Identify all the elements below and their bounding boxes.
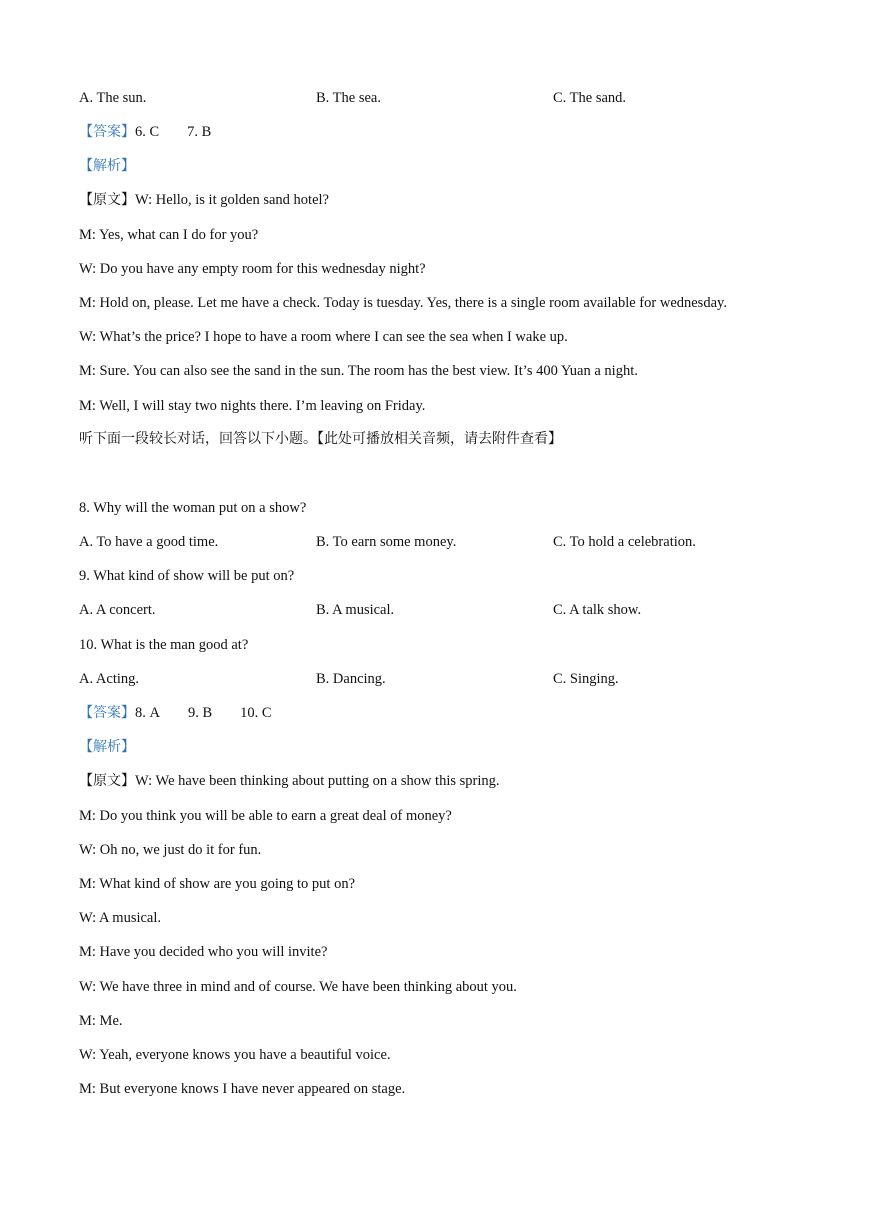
transcript-text: W: We have been thinking about putting on a show this spring.: [135, 773, 500, 789]
transcript-line: M: Well, I will stay two nights there. I’m leaving on Friday.: [79, 398, 426, 414]
option-a: A. To have a good time.: [79, 534, 219, 550]
transcript-line: M: Hold on, please. Let me have a check. Today is tuesday. Yes, there is a single room available for wednesday.: [79, 295, 727, 311]
option-a: A. Acting.: [79, 671, 140, 687]
transcript-line: W: We have three in mind and of course. We have been thinking about you.: [79, 979, 517, 995]
transcript-tag: 【原文】: [79, 192, 135, 208]
listening-instruction: 听下面一段较长对话，回答以下小题。【此处可播放相关音频，请去附件查看】: [79, 431, 562, 447]
option-b: B. To earn some money.: [316, 534, 457, 550]
transcript-line: W: What’s the price? I hope to have a room where I can see the sea when I wake up.: [79, 329, 568, 345]
transcript-line: W: Oh no, we just do it for fun.: [79, 842, 262, 858]
transcript-line: W: Yeah, everyone knows you have a beautiful voice.: [79, 1047, 391, 1063]
transcript-line: [79, 190, 329, 210]
transcript-text: W: Hello, is it golden sand hotel?: [135, 192, 329, 208]
option-c: C. Singing.: [553, 671, 619, 687]
option-c: C. A talk show.: [553, 602, 642, 618]
option-b: B. Dancing.: [316, 671, 386, 687]
analysis-tag-2: 【解析】: [79, 739, 135, 755]
transcript-line: M: What kind of show are you going to put on?: [79, 876, 356, 892]
q5-option-a: A. The sun.: [79, 90, 147, 106]
answer-item: 6. C: [135, 124, 160, 140]
q5-option-c: C. The sand.: [553, 90, 627, 106]
answer-row-1: [79, 122, 211, 142]
transcript-line: [79, 771, 500, 791]
analysis-tag-1: 【解析】: [79, 158, 135, 174]
answer-item: 7. B: [187, 124, 212, 140]
transcript-line: M: Me.: [79, 1013, 123, 1029]
question-stem: 8. Why will the woman put on a show?: [79, 500, 307, 516]
transcript-tag: 【原文】: [79, 773, 135, 789]
answer-item: 9. B: [187, 705, 213, 721]
q5-option-b: B. The sea.: [316, 90, 381, 106]
answer-item: 10. C: [240, 705, 272, 721]
question-stem: 10. What is the man good at?: [79, 637, 249, 653]
transcript-line: M: But everyone knows I have never appeared on stage.: [79, 1081, 406, 1097]
transcript-line: M: Sure. You can also see the sand in the sun. The room has the best view. It’s 400 Yuan a night.: [79, 363, 638, 379]
answer-tag: 【答案】: [79, 124, 135, 140]
option-b: B. A musical.: [316, 602, 395, 618]
transcript-line: M: Have you decided who you will invite?: [79, 944, 328, 960]
transcript-line: W: A musical.: [79, 910, 162, 926]
option-c: C. To hold a celebration.: [553, 534, 696, 550]
answer-item: 8. A: [135, 705, 160, 721]
transcript-line: W: Do you have any empty room for this wednesday night?: [79, 261, 426, 277]
question-stem: 9. What kind of show will be put on?: [79, 568, 295, 584]
transcript-line: M: Yes, what can I do for you?: [79, 227, 259, 243]
answer-tag: 【答案】: [79, 705, 135, 721]
answer-row-2: [79, 703, 272, 723]
option-a: A. A concert.: [79, 602, 156, 618]
transcript-line: M: Do you think you will be able to earn a great deal of money?: [79, 808, 452, 824]
